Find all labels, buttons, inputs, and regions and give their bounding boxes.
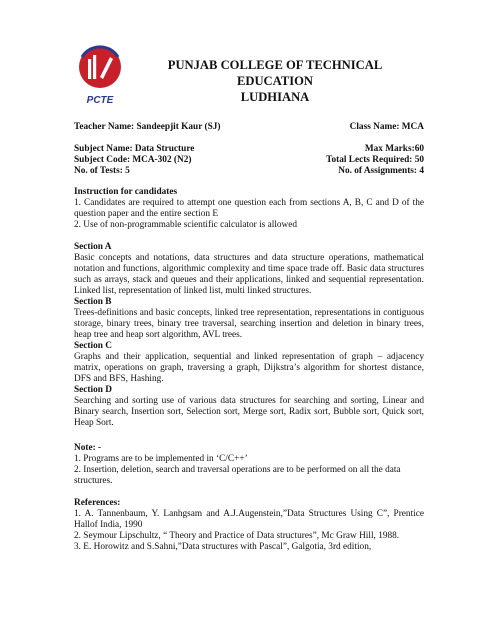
instructions-heading: Instruction for candidates [74, 187, 178, 197]
reference-item-3: 3. E. Horowitz and S.Sahni,”Data structures with Pascal”, Galgotia, 3rd edition, [74, 542, 372, 552]
section-c-text: Graphs and their application, sequential and linked representation of graph – adjacency matrix, operations on graph, traversing a graph, Dijkstra’s algorithm for shortest distance, DFS and BFS, Hashing. [74, 352, 424, 384]
instruction-item-1: 1. Candidates are required to attempt one question each from sections A, B, C and D of the question paper and the entire section E [74, 198, 424, 219]
syllabus-sections [74, 242, 424, 429]
note-item-2: 2. Insertion, deletion, search and traversal operations are to be performed on all the data structures. [74, 465, 401, 486]
teacher-name: Teacher Name: Sandeepjit Kaur (SJ) [74, 122, 221, 132]
section-d-heading: Section D [74, 385, 112, 395]
college-name [130, 57, 420, 105]
section-a-heading: Section A [74, 242, 112, 252]
college-logo [74, 43, 126, 109]
teacher-row [74, 122, 424, 133]
instructions-section [74, 187, 424, 231]
pcte-emblem-icon [74, 43, 126, 109]
reference-item-2: 2. Seymour Lipschultz, “ Theory and Practice of Data structures”, Mc Graw Hill, 1988. [74, 531, 400, 541]
logo-label: PCTE [86, 95, 114, 106]
max-marks: Max Marks:60 [364, 144, 424, 154]
references-section [74, 498, 424, 553]
reference-item-1: 1. A. Tannenbaum, Y. Lanhgsam and A.J.Augenstein,”Data Structures Using C”, Prentice Hallof India, 1990 [74, 509, 424, 530]
college-name-line2: LUDHIANA [240, 90, 310, 104]
section-a-text: Basic concepts and notations, data structures and data structure operations, mathematical notation and functions, algorithmic complexity and time space trade off. Basic data structures such as arrays, stack and queues and their applications, linked and sequential representation. Linked list, representation of linked list, multi linked structures. [74, 253, 424, 296]
no-of-tests: No. of Tests: 5 [74, 166, 130, 176]
tests-row [74, 166, 424, 177]
note-item-1: 1. Programs are to be implemented in ‘C/C++’ [74, 454, 248, 464]
subject-name-row [74, 144, 424, 155]
subject-code-row [74, 155, 424, 166]
subject-name: Subject Name: Data Structure [74, 144, 195, 154]
section-c-heading: Section C [74, 341, 112, 351]
subject-code: Subject Code: MCA-302 (N2) [74, 155, 192, 165]
no-of-assignments: No. of Assignments: 4 [338, 166, 424, 176]
section-b-text: Trees-definitions and basic concepts, linked tree representation, representations in contiguous storage, binary trees, binary tree traversal, searching insertion and deletion in binary trees, heap tree and heap sort algorithm, AVL trees. [74, 308, 424, 340]
section-d-text: Searching and sorting use of various data structures for searching and sorting, Linear and Binary search, Insertion sort, Selection sort, Merge sort, Radix sort, Bubble sort, Quick sort, Heap Sort. [74, 396, 424, 428]
total-lects: Total Lects Required: 50 [326, 155, 424, 165]
note-heading: Note: - [74, 443, 102, 453]
note-section [74, 443, 424, 487]
section-b-heading: Section B [74, 297, 112, 307]
instruction-item-2: 2. Use of non-programmable scientific calculator is allowed [74, 220, 298, 230]
class-name: Class Name: MCA [349, 122, 424, 132]
references-heading: References: [74, 498, 121, 508]
college-name-line1: PUNJAB COLLEGE OF TECHNICAL EDUCATION [167, 58, 383, 88]
